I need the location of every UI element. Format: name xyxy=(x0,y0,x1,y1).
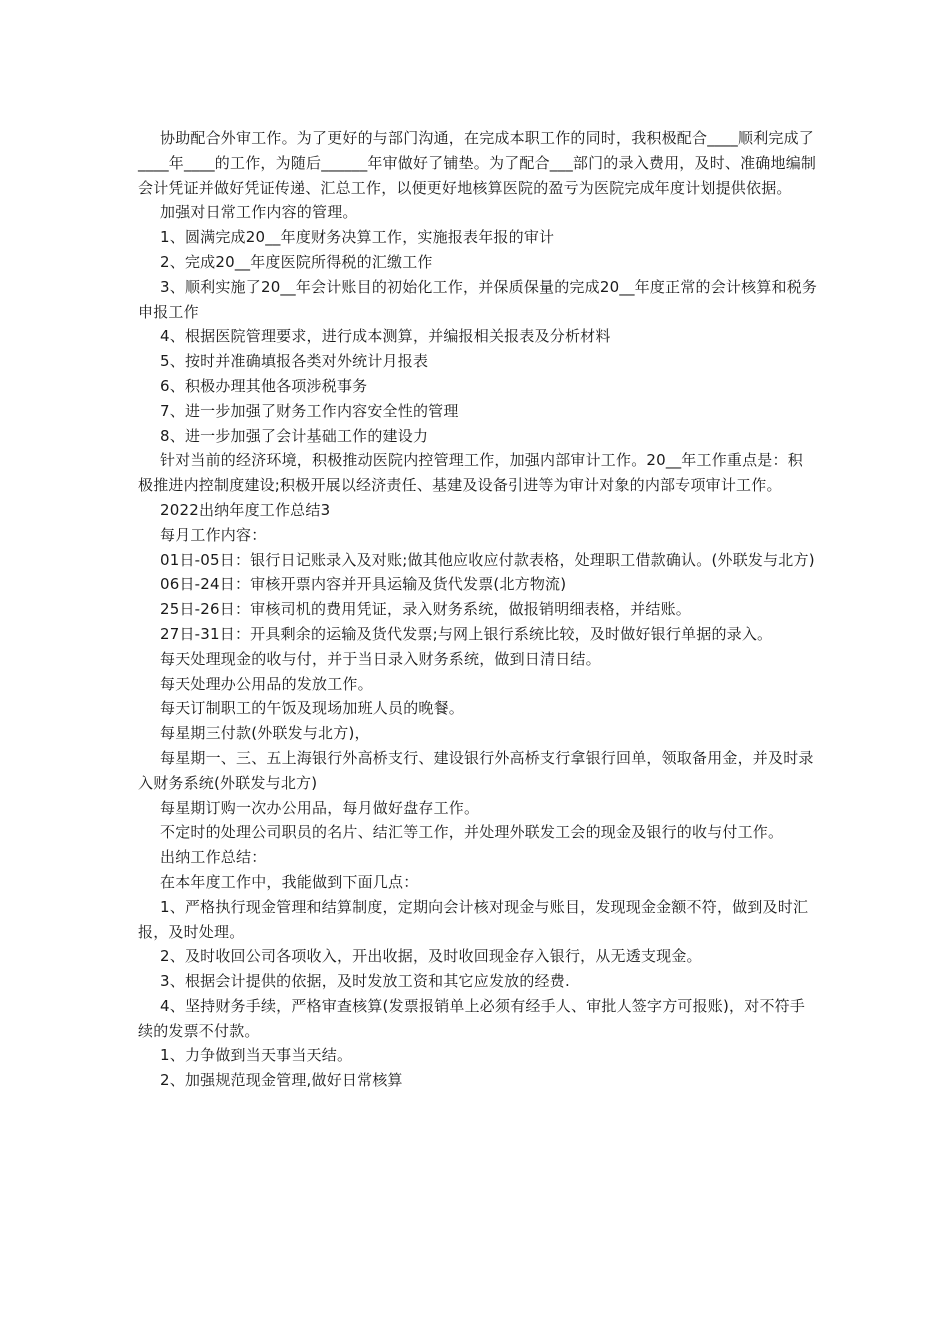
schedule-item: 01日-05日：银行日记账录入及对账;做其他应收应付款表格，处理职工借款确认。(外联发与北方) xyxy=(160,550,815,569)
paragraph-weekly-item: 每星期一、三、五上海银行外高桥支行、建设银行外高桥支行拿银行回单，领取备用金，并及时录入财务系统(外联发与北方) xyxy=(138,748,814,792)
list-item: 2、及时收回公司各项收入，开出收据，及时收回现金存入银行，从无透支现金。 xyxy=(160,947,702,966)
list-item: 8、进一步加强了会计基础工作的建设力 xyxy=(160,426,429,445)
list-item: 3、顺利实施了20__年会计账目的初始化工作，并保质保量的完成20__年度正常的会计核算和税务申报工作 xyxy=(138,277,818,321)
schedule-item: 27日-31日：开具剩余的运输及货代发票;与网上银行系统比较，及时做好银行单据的录入。 xyxy=(160,624,773,643)
paragraph-daily-item: 每天处理办公用品的发放工作。 xyxy=(160,674,373,693)
list-item: 2、加强规范现金管理,做好日常核算 xyxy=(160,1071,403,1090)
paragraph-weekly-item: 每星期三付款(外联发与北方)， xyxy=(160,724,370,743)
paragraph-daily-item: 每天订制职工的午饭及现场加班人员的晚餐。 xyxy=(160,699,465,718)
paragraph-summary-intro: 在本年度工作中，我能做到下面几点： xyxy=(160,872,419,891)
paragraph-internal-control: 针对当前的经济环境，积极推动医院内控管理工作，加强内部审计工作。20__年工作重点是：积极推进内控制度建设;积极开展以经济责任、基建及设备引进等为审计对象的内部专项审计工作。 xyxy=(138,451,803,495)
paragraph-weekly-item: 每星期订购一次办公用品，每月做好盘存工作。 xyxy=(160,798,480,817)
list-item: 2、完成20__年度医院所得税的汇缴工作 xyxy=(160,252,433,271)
list-item: 3、根据会计提供的依据，及时发放工资和其它应发放的经费. xyxy=(160,972,570,991)
section-heading: 2022出纳年度工作总结3 xyxy=(160,500,331,519)
list-item: 5、按时并准确填报各类对外统计月报表 xyxy=(160,352,429,371)
schedule-item: 06日-24日：审核开票内容并开具运输及货代发票(北方物流) xyxy=(160,575,567,594)
list-item: 1、严格执行现金管理和结算制度，定期向会计核对现金与账目，发现现金金额不符，做到及时汇报，及时处理。 xyxy=(138,897,809,941)
paragraph-summary-heading: 出纳工作总结： xyxy=(160,848,267,867)
list-item: 1、圆满完成20__年度财务决算工作，实施报表年报的审计 xyxy=(160,228,555,247)
list-item: 6、积极办理其他各项涉税事务 xyxy=(160,376,368,395)
paragraph-audit-cooperation: 协助配合外审工作。为了更好的与部门沟通，在完成本职工作的同时，我积极配合____顺利完成了____年____的工作，为随后______年审做好了铺垫。为了配合___部门的录入费用，及时、准确地编制会计凭证并做好凭证传递、汇总工作，以便更好地核算医院的盈亏为医院完成年度计划提供依据。 xyxy=(138,129,817,197)
paragraph-irregular-item: 不定时的处理公司职员的名片、结汇等工作，并处理外联发工会的现金及银行的收与付工作。 xyxy=(160,823,784,842)
list-item: 7、进一步加强了财务工作内容安全性的管理 xyxy=(160,401,459,420)
document-body xyxy=(138,126,818,1093)
list-item: 4、坚持财务手续，严格审查核算(发票报销单上必须有经手人、审批人签字方可报账)，对不符手续的发票不付款。 xyxy=(138,996,806,1040)
schedule-item: 25日-26日：审核司机的费用凭证，录入财务系统，做报销明细表格，并结账。 xyxy=(160,600,691,619)
paragraph-daily-item: 每天处理现金的收与付，并于当日录入财务系统，做到日清日结。 xyxy=(160,649,601,668)
list-item: 1、力争做到当天事当天结。 xyxy=(160,1046,353,1065)
paragraph-monthly-work: 每月工作内容： xyxy=(160,525,267,544)
paragraph-daily-management: 加强对日常工作内容的管理。 xyxy=(160,203,358,222)
list-item: 4、根据医院管理要求，进行成本测算，并编报相关报表及分析材料 xyxy=(160,327,611,346)
